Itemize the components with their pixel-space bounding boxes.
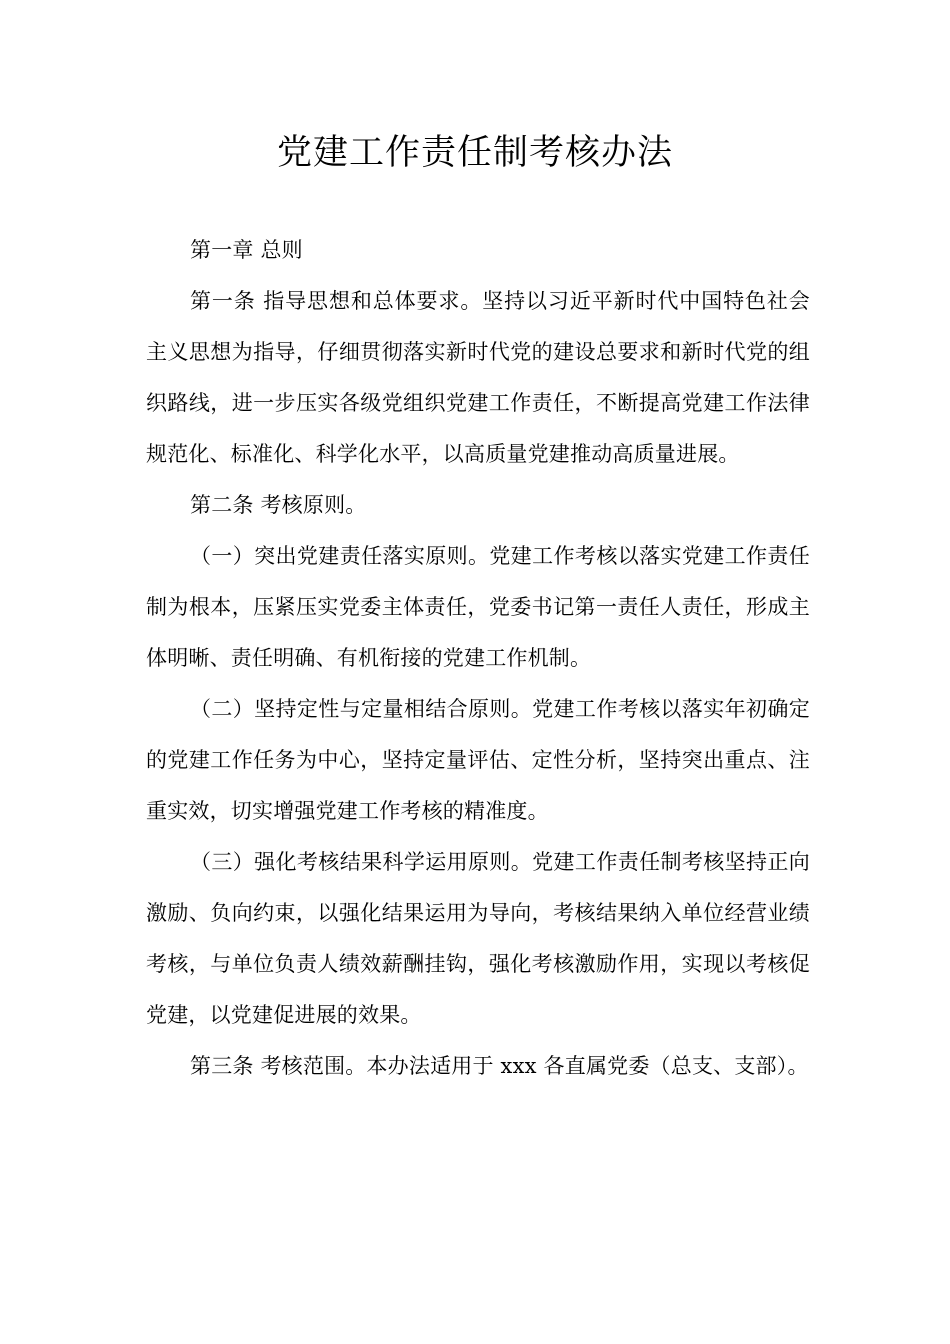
principle-1-paragraph: （一）突出党建责任落实原则。党建工作考核以落实党建工作责任制为根本，压紧压实党委主体责任，党委书记第一责任人责任，形成主体明晰、责任明确、有机衔接的党建工作机制。	[146, 544, 810, 670]
document-title: 党建工作责任制考核办法	[276, 133, 673, 173]
article-1-paragraph: 第一条 指导思想和总体要求。坚持以习近平新时代中国特色社会主义思想为指导，仔细贯彻落实新时代党的建设总要求和新时代党的组织路线，进一步压实各级党组织党建工作责任，不断提高党建工作法律规范化、标准化、科学化水平，以高质量党建推动高质量进展。	[146, 289, 810, 466]
article-2-paragraph: 第二条 考核原则。	[190, 493, 367, 517]
chapter-heading: 第一章 总则	[190, 238, 303, 262]
principle-3-paragraph: （三）强化考核结果科学运用原则。党建工作责任制考核坚持正向激励、负向约束，以强化结果运用为导向，考核结果纳入单位经营业绩考核，与单位负责人绩效薪酬挂钩，强化考核激励作用，实现以考核促党建，以党建促进展的效果。	[146, 850, 810, 1027]
principle-2-paragraph: （二）坚持定性与定量相结合原则。党建工作考核以落实年初确定的党建工作任务为中心，坚持定量评估、定性分析，坚持突出重点、注重实效，切实增强党建工作考核的精准度。	[146, 697, 810, 823]
document-body	[146, 225, 810, 1092]
article-3-paragraph: 第三条 考核范围。本办法适用于 xxx 各直属党委（总支、支部）。	[190, 1054, 809, 1078]
